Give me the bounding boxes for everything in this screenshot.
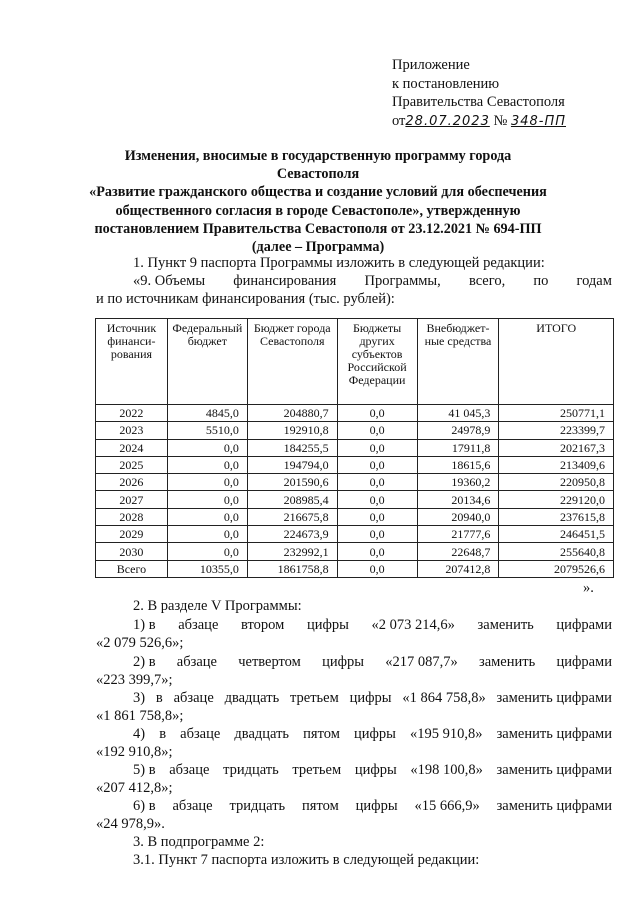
table-cell: 0,0 bbox=[167, 491, 247, 508]
word: абзаце bbox=[173, 690, 214, 706]
table-cell: 0,0 bbox=[337, 543, 417, 560]
word: 1) в bbox=[133, 617, 156, 633]
table-cell: 20940,0 bbox=[417, 508, 499, 525]
item-1-line-b: «2 079 526,6»; bbox=[96, 635, 184, 651]
word: цифры bbox=[354, 762, 397, 778]
table-cell: 207412,8 bbox=[417, 560, 499, 577]
table-cell: 184255,5 bbox=[247, 439, 337, 456]
item-6-line-a bbox=[96, 798, 612, 815]
word: третьем bbox=[290, 690, 339, 706]
table-row bbox=[96, 526, 614, 543]
table-row bbox=[96, 456, 614, 473]
approval-line-3: Правительства Севастополя bbox=[392, 94, 565, 110]
table-row-label: 2028 bbox=[96, 508, 168, 525]
number-sign: № bbox=[493, 112, 508, 129]
table-cell: 220950,8 bbox=[499, 474, 614, 491]
word: «2 073 214,6» bbox=[371, 617, 455, 633]
word: заменить bbox=[478, 654, 536, 670]
word: абзаце bbox=[178, 617, 219, 633]
header-other-subjects: Бюджеты других субъектов Российской Федерации bbox=[337, 319, 417, 405]
header-total: ИТОГО bbox=[499, 319, 614, 405]
paragraph-2: 2. В разделе V Программы: bbox=[133, 598, 302, 614]
word: цифры bbox=[306, 617, 349, 633]
header-city: Бюджет города Севастополя bbox=[247, 319, 337, 405]
word: «217 087,7» bbox=[385, 654, 458, 670]
word: пятом bbox=[303, 726, 340, 742]
word: цифрами bbox=[556, 654, 612, 670]
word: абзаце bbox=[169, 762, 210, 778]
table-cell: 250771,1 bbox=[499, 405, 614, 422]
word: всего, bbox=[468, 273, 506, 289]
header-federal: Федеральный бюджет bbox=[167, 319, 247, 405]
word: «195 910,8» bbox=[409, 726, 483, 742]
table-cell: 0,0 bbox=[167, 526, 247, 543]
table-cell: 255640,8 bbox=[499, 543, 614, 560]
approval-date-line bbox=[392, 112, 566, 132]
word: «9. Объемы bbox=[133, 273, 206, 289]
item-3-line-b: «1 861 758,8»; bbox=[96, 708, 184, 724]
table-row bbox=[96, 508, 614, 525]
table-cell: 10355,0 bbox=[167, 560, 247, 577]
table-cell: 0,0 bbox=[337, 526, 417, 543]
table-row-label: 2027 bbox=[96, 491, 168, 508]
word: абзаце bbox=[172, 798, 213, 814]
close-quote: ». bbox=[583, 580, 594, 596]
table-cell: 216675,8 bbox=[247, 508, 337, 525]
paragraph-1: 1. Пункт 9 паспорта Программы изложить в следующей редакции: bbox=[133, 255, 545, 271]
table-body bbox=[96, 405, 614, 578]
title-line-2: «Развитие гражданского общества и создание условий для обеспечения bbox=[89, 184, 547, 201]
word: заменить цифрами bbox=[496, 726, 612, 742]
table-cell: 223399,7 bbox=[499, 422, 614, 439]
table-cell: 0,0 bbox=[337, 560, 417, 577]
word: Программы, bbox=[364, 273, 441, 289]
title-line-3: общественного согласия в городе Севастополе», утвержденную bbox=[115, 202, 521, 219]
paragraph-3-1: 3.1. Пункт 7 паспорта изложить в следующей редакции: bbox=[133, 852, 480, 868]
date-prefix: от bbox=[392, 112, 406, 129]
table-cell: 204880,7 bbox=[247, 405, 337, 422]
table-cell: 0,0 bbox=[167, 439, 247, 456]
word: 6) в bbox=[133, 798, 156, 814]
word: по bbox=[533, 273, 549, 289]
table-cell: 24978,9 bbox=[417, 422, 499, 439]
table-row-label: 2023 bbox=[96, 422, 168, 439]
item-2-line-b: «223 399,7»; bbox=[96, 672, 173, 688]
header-source: Источник финанси-рования bbox=[96, 319, 168, 405]
paragraph-1-line-b: и по источникам финансирования (тыс. рублей): bbox=[96, 291, 395, 307]
title-line-4: постановлением Правительства Севастополя от 23.12.2021 № 694-ПП bbox=[94, 220, 542, 237]
table-cell: 0,0 bbox=[337, 439, 417, 456]
table-cell: 0,0 bbox=[337, 422, 417, 439]
table-cell: 17911,8 bbox=[417, 439, 499, 456]
word: 5) в bbox=[133, 762, 156, 778]
word: цифры bbox=[349, 690, 392, 706]
table-cell: 232992,1 bbox=[247, 543, 337, 560]
table-cell: 21777,6 bbox=[417, 526, 499, 543]
approval-number: 348-ПП bbox=[510, 113, 566, 129]
table-cell: 0,0 bbox=[167, 543, 247, 560]
item-5-line-b: «207 412,8»; bbox=[96, 780, 173, 796]
table-cell: 202167,3 bbox=[499, 439, 614, 456]
table-cell: 0,0 bbox=[337, 474, 417, 491]
paragraph-3: 3. В подпрограмме 2: bbox=[133, 834, 265, 850]
title-line-5: (далее – Программа) bbox=[251, 239, 385, 256]
table-cell: 22648,7 bbox=[417, 543, 499, 560]
table-row bbox=[96, 560, 614, 577]
word: в bbox=[155, 690, 163, 706]
table-row-label: Всего bbox=[96, 560, 168, 577]
table-cell: 18615,6 bbox=[417, 456, 499, 473]
word: «198 100,8» bbox=[410, 762, 483, 778]
word: годам bbox=[576, 273, 612, 289]
table-header-row bbox=[96, 319, 614, 405]
table-cell: 0,0 bbox=[337, 405, 417, 422]
table-cell: 0,0 bbox=[337, 491, 417, 508]
paragraph-1-line-a bbox=[133, 273, 612, 290]
table-cell: 0,0 bbox=[167, 456, 247, 473]
table-row-label: 2022 bbox=[96, 405, 168, 422]
table-row bbox=[96, 491, 614, 508]
approval-date: 28.07.2023 bbox=[405, 113, 490, 129]
table-cell: 0,0 bbox=[167, 508, 247, 525]
table-cell: 5510,0 bbox=[167, 422, 247, 439]
word: «1 864 758,8» bbox=[402, 690, 486, 706]
item-2-line-a bbox=[96, 654, 612, 671]
word: двадцать bbox=[234, 726, 290, 742]
table-cell: 194794,0 bbox=[247, 456, 337, 473]
approval-block bbox=[392, 56, 566, 131]
item-5-line-a bbox=[96, 762, 612, 779]
table-row-label: 2029 bbox=[96, 526, 168, 543]
table-row bbox=[96, 474, 614, 491]
table-row bbox=[96, 422, 614, 439]
item-4-line-a bbox=[96, 726, 612, 743]
item-3-line-a bbox=[96, 690, 612, 707]
word: абзаце bbox=[180, 726, 221, 742]
word: цифры bbox=[353, 726, 396, 742]
word: тридцать bbox=[223, 762, 279, 778]
table-cell: 19360,2 bbox=[417, 474, 499, 491]
title-line-1: Изменения, вносимые в государственную программу города Севастополя bbox=[124, 148, 512, 183]
word: «15 666,9» bbox=[414, 798, 480, 814]
word: заменить bbox=[477, 617, 534, 633]
table-cell: 0,0 bbox=[337, 508, 417, 525]
word: четвертом bbox=[238, 654, 301, 670]
word: финансирования bbox=[233, 273, 337, 289]
word: цифрами bbox=[556, 617, 612, 633]
word: заменить цифрами bbox=[496, 762, 612, 778]
word: третьем bbox=[292, 762, 342, 778]
table-cell: 2079526,6 bbox=[499, 560, 614, 577]
word: тридцать bbox=[229, 798, 286, 814]
approval-line-2: к постановлению bbox=[392, 75, 500, 92]
table-row bbox=[96, 439, 614, 456]
word: цифры bbox=[322, 654, 364, 670]
table-cell: 0,0 bbox=[167, 474, 247, 491]
word: втором bbox=[241, 617, 285, 633]
word: заменить цифрами bbox=[496, 798, 612, 814]
table-cell: 213409,6 bbox=[499, 456, 614, 473]
table-cell: 237615,8 bbox=[499, 508, 614, 525]
item-1-line-a bbox=[96, 617, 612, 634]
table-cell: 4845,0 bbox=[167, 405, 247, 422]
word: двадцать bbox=[224, 690, 280, 706]
word: 3) bbox=[133, 690, 146, 706]
table-cell: 20134,6 bbox=[417, 491, 499, 508]
table-row-label: 2024 bbox=[96, 439, 168, 456]
word: 2) в bbox=[133, 654, 156, 670]
item-6-line-b: «24 978,9». bbox=[96, 816, 165, 832]
table-row-label: 2030 bbox=[96, 543, 168, 560]
table-cell: 224673,9 bbox=[247, 526, 337, 543]
table-row bbox=[96, 405, 614, 422]
word: цифры bbox=[355, 798, 398, 814]
table-cell: 192910,8 bbox=[247, 422, 337, 439]
word: 4) bbox=[133, 726, 146, 742]
word: заменить цифрами bbox=[496, 690, 612, 706]
word: в bbox=[159, 726, 167, 742]
table-cell: 1861758,8 bbox=[247, 560, 337, 577]
word: абзаце bbox=[176, 654, 217, 670]
document-title bbox=[88, 147, 548, 256]
table-cell: 0,0 bbox=[337, 456, 417, 473]
approval-line-1: Приложение bbox=[392, 57, 470, 73]
table-row bbox=[96, 543, 614, 560]
table-cell: 229120,0 bbox=[499, 491, 614, 508]
table-cell: 201590,6 bbox=[247, 474, 337, 491]
table-cell: 246451,5 bbox=[499, 526, 614, 543]
header-extrabudget: Внебюджет-ные средства bbox=[417, 319, 499, 405]
table-cell: 208985,4 bbox=[247, 491, 337, 508]
table-row-label: 2025 bbox=[96, 456, 168, 473]
table-row-label: 2026 bbox=[96, 474, 168, 491]
word: пятом bbox=[302, 798, 339, 814]
table-cell: 41 045,3 bbox=[417, 405, 499, 422]
item-4-line-b: «192 910,8»; bbox=[96, 744, 173, 760]
financing-table bbox=[95, 318, 614, 578]
